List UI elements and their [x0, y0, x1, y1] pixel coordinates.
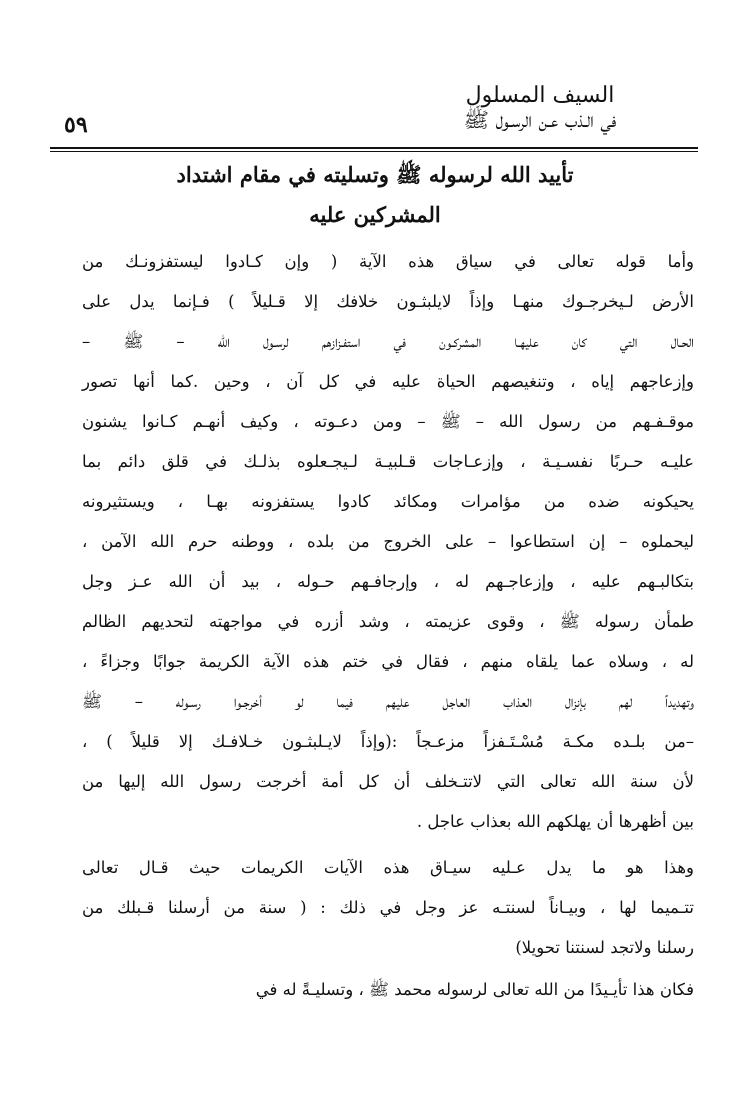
text-line: تتـميما لها ، وبيـاناً لسنتـه عز وجل في ذلك : ( سنة من أرسلنا قـبلك من	[82, 898, 694, 917]
text-line: بتكالبـهم عليه ، وإزعاجـهم له ، وإرجافـهم حـوله ، بيد أن الله عـز وجل	[82, 572, 694, 591]
text-line: وتهديداً لهم بإنزال العذاب العاجل عليهم فيما لو أخرجـوا رسـوله – ﷺ	[82, 692, 694, 711]
text-line: وإزعاجهم إياه ، وتنغيصهم الحياة عليه في كل آن ، وحين .كما أنها تصور	[82, 372, 694, 391]
text-line: وهذا هو ما يدل عـليه سيـاق هذه الآيات الكريمات حيث قـال تعالى	[82, 858, 694, 877]
section-heading-line2: المشركين عليه	[309, 202, 441, 227]
text-line: فكان هذا تأيـيدًا من الله تعالى لرسوله محمد ﷺ ، وتسليـةً له في	[255, 980, 694, 999]
header-rule-thin	[50, 151, 698, 152]
book-title-line2: في الـذب عـن الرسـول ﷺ	[463, 108, 617, 132]
text-line: له ، وسلاه عما يلقاه منهم ، فقال في ختم هذه الآية الكريمة جوابًا وجزاءً ،	[82, 652, 694, 671]
text-line: الحـال التي كان عليهـا المشركـون في استفـزازهم لرسـول الله – ﷺ –	[82, 332, 694, 351]
header-rule	[50, 147, 698, 149]
section-heading-line1: تأييد الله لرسوله ﷺ وتسليته في مقام اشتداد	[176, 162, 574, 187]
page-number: ٥٩	[64, 112, 88, 138]
text-line: رسلنا ولاتجد لسنتنا تحويلا)	[515, 938, 694, 957]
text-line: وأما قوله تعالى في سياق هذه الآية ( وإن كـادوا ليستفزونـك من	[82, 252, 694, 271]
book-title-line1: السيف المسلول	[465, 83, 615, 108]
text-line: ليحملوه – إن استطاعوا – على الخروج من بلده ، ووطنه حرم الله الآمن ،	[82, 532, 694, 551]
text-line: طمأن رسوله ﷺ ، وقوى عزيمته ، وشد أزره في مواجهته لتحديهم الظالم	[82, 612, 694, 631]
text-line: يحيكونه ضده من مؤامرات ومكائد كادوا يستفزونه بهـا ، ويستثيرونه	[82, 492, 694, 511]
text-line: –من بلـده مكـة مُسْـتَـفزاً مزعـجاً :(وإذاً لايـلبثـون خـلافـك إلا قليلاً ) ،	[82, 732, 694, 751]
text-line: عليـه حـربًا نفسـيـة ، وإزعـاجات قـلبيـة لـيجـعلوه بذلـك في قلق دائم بما	[82, 452, 694, 471]
text-line: لأن سنة الله تعالى التي لاتتـخلف أن كل أمة أخرجت رسول الله إليها من	[82, 772, 694, 791]
text-line: بين أظهرها أن يهلكهم الله بعذاب عاجل .	[416, 812, 694, 831]
text-line: الأرض لـيخرجـوك منهـا وإذاً لايلبثـون خلافك إلا قـليلاً ) فـإنما يدل على	[82, 292, 694, 311]
running-header	[390, 84, 690, 132]
text-line: موقـفـهم من رسول الله – ﷺ – ومن دعـوته ، وكيف أنهـم كـانوا يشنون	[82, 412, 694, 431]
